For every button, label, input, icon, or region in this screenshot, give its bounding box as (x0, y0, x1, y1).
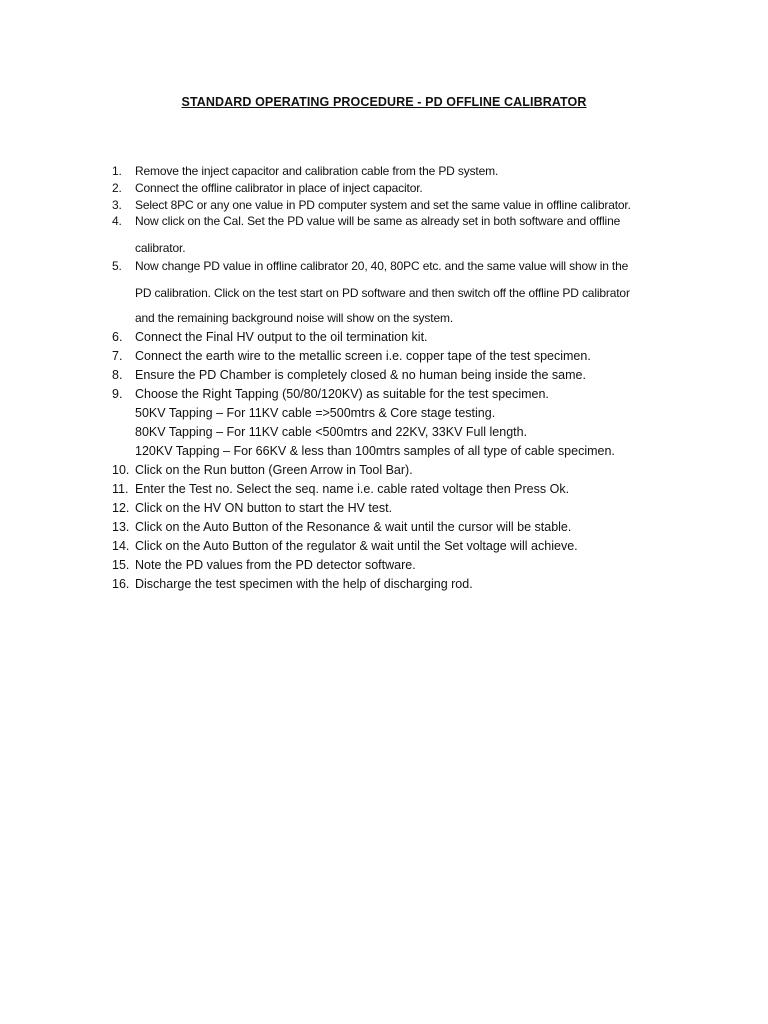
step-2 (112, 181, 682, 196)
step-9-tapping-50kv: 50KV Tapping – For 11KV cable =>500mtrs & Core stage testing. (135, 406, 496, 420)
step-number: 8. (112, 368, 123, 382)
step-number: 16. (112, 577, 130, 591)
step-number: 14. (112, 539, 130, 553)
step-7 (112, 349, 682, 364)
step-9-tapping-80kv: 80KV Tapping – For 11KV cable <500mtrs and 22KV, 33KV Full length. (135, 425, 528, 439)
step-5-continuation-1: PD calibration. Click on the test start on PD software and then switch off the offline PD calibrator (135, 286, 630, 300)
document-title: STANDARD OPERATING PROCEDURE - PD OFFLINE CALIBRATOR (181, 95, 587, 109)
step-16 (112, 577, 682, 592)
step-15 (112, 558, 682, 573)
step-3 (112, 198, 682, 213)
step-number: 6. (112, 330, 123, 344)
step-number: 9. (112, 387, 123, 401)
step-text: Remove the inject capacitor and calibration cable from the PD system. (135, 164, 499, 178)
step-4 (112, 214, 682, 229)
step-number: 7. (112, 349, 123, 363)
step-13 (112, 520, 682, 535)
step-text: Connect the offline calibrator in place of inject capacitor. (135, 181, 423, 195)
step-number: 15. (112, 558, 130, 572)
step-text: Click on the Auto Button of the regulator & wait until the Set voltage will achieve. (135, 539, 578, 553)
step-text: Select 8PC or any one value in PD computer system and set the same value in offline calibrator. (135, 198, 631, 212)
step-text: Click on the HV ON button to start the HV test. (135, 501, 393, 515)
step-4-continuation: calibrator. (135, 241, 186, 255)
step-6 (112, 330, 682, 345)
step-5 (112, 259, 682, 274)
step-number: 11. (112, 482, 129, 496)
step-5-continuation-2: and the remaining background noise will show on the system. (135, 311, 453, 325)
step-text: Click on the Auto Button of the Resonance & wait until the cursor will be stable. (135, 520, 572, 534)
step-number: 12. (112, 501, 130, 515)
step-text: Enter the Test no. Select the seq. name i.e. cable rated voltage then Press Ok. (135, 482, 570, 496)
step-8 (112, 368, 682, 383)
step-number: 4. (112, 214, 122, 228)
step-text: Choose the Right Tapping (50/80/120KV) as suitable for the test specimen. (135, 387, 549, 401)
step-text: Now click on the Cal. Set the PD value will be same as already set in both software and offline (135, 214, 621, 228)
step-10 (112, 463, 682, 478)
step-number: 5. (112, 259, 122, 273)
step-1 (112, 164, 682, 179)
step-text: Now change PD value in offline calibrator 20, 40, 80PC etc. and the same value will show in the (135, 259, 629, 273)
step-text: Discharge the test specimen with the help of discharging rod. (135, 577, 473, 591)
step-text: Click on the Run button (Green Arrow in Tool Bar). (135, 463, 413, 477)
step-9-tapping-120kv: 120KV Tapping – For 66KV & less than 100mtrs samples of all type of cable specimen. (135, 444, 615, 458)
step-11 (112, 482, 682, 497)
step-text: Connect the Final HV output to the oil termination kit. (135, 330, 428, 344)
step-14 (112, 539, 682, 554)
step-number: 1. (112, 164, 122, 178)
step-12 (112, 501, 682, 516)
step-number: 10. (112, 463, 130, 477)
step-text: Ensure the PD Chamber is completely closed & no human being inside the same. (135, 368, 586, 382)
step-text: Note the PD values from the PD detector software. (135, 558, 416, 572)
step-number: 2. (112, 181, 122, 195)
step-number: 3. (112, 198, 122, 212)
step-text: Connect the earth wire to the metallic screen i.e. copper tape of the test specimen. (135, 349, 591, 363)
step-9 (112, 387, 682, 402)
step-number: 13. (112, 520, 130, 534)
